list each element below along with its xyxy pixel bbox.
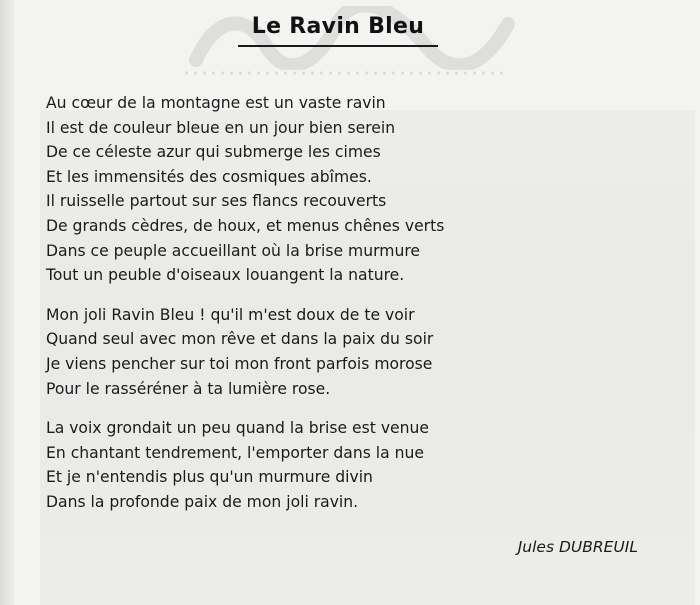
poem-line: Dans la profonde paix de mon joli ravin. bbox=[46, 492, 359, 511]
poem-line: La voix grondait un peu quand la brise est venue bbox=[46, 419, 429, 438]
stanza-1 bbox=[46, 91, 444, 288]
poem-body bbox=[46, 91, 444, 530]
poem-line: Dans ce peuple accueillant où la brise murmure bbox=[46, 241, 420, 260]
poem-title: Le Ravin Bleu bbox=[238, 14, 438, 47]
poem-line: Il ruisselle partout sur ses flancs recouverts bbox=[46, 192, 387, 211]
stanza-3 bbox=[46, 416, 444, 514]
poem-line: Quand seul avec mon rêve et dans la paix du soir bbox=[46, 330, 434, 349]
page-edge-shadow bbox=[0, 0, 14, 605]
poem-author: Jules DUBREUIL bbox=[517, 538, 638, 556]
poem-line: Il est de couleur bleue en un jour bien serein bbox=[46, 118, 396, 137]
poem-line: De grands cèdres, de houx, et menus chênes verts bbox=[46, 216, 445, 235]
poem-line: Au cœur de la montagne est un vaste ravin bbox=[46, 94, 386, 112]
poem-line: Je viens pencher sur toi mon front parfois morose bbox=[46, 354, 433, 373]
poem-line: Tout un peuble d'oiseaux louangent la nature. bbox=[46, 266, 405, 285]
poem-line: Et les immensités des cosmiques abîmes. bbox=[46, 167, 372, 186]
poem-line: Et je n'entendis plus qu'un murmure divin bbox=[46, 468, 373, 487]
poem-line: En chantant tendrement, l'emporter dans la nue bbox=[46, 443, 425, 462]
poem-line: Mon joli Ravin Bleu ! qu'il m'est doux de te voir bbox=[46, 305, 415, 324]
stanza-2 bbox=[46, 303, 444, 401]
poem-line: Pour le rasséréner à ta lumière rose. bbox=[46, 379, 331, 398]
poem-line: De ce céleste azur qui submerge les cimes bbox=[46, 143, 381, 162]
decorative-dot-row bbox=[182, 70, 504, 76]
